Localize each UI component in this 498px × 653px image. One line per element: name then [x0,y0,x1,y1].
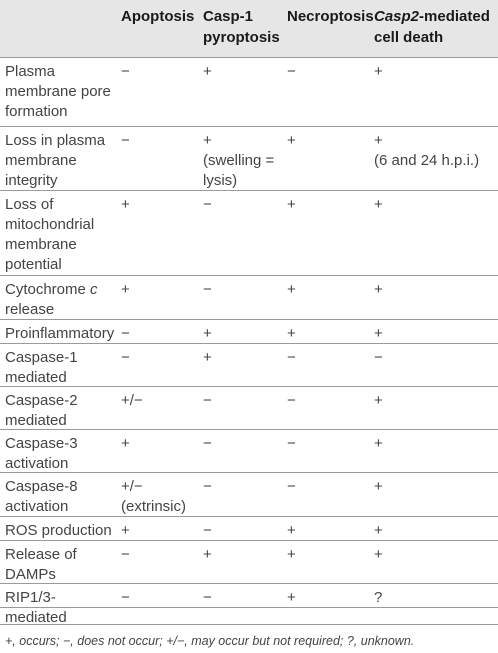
cell-c1: +/− (extrinsic) [121,478,187,515]
cell-c3: − [287,63,296,80]
table-row [0,58,498,127]
cell-c1: − [121,589,130,606]
cell-c2: − [203,478,212,495]
table-row [0,541,498,584]
cell-c1: + [121,435,130,452]
cell-c2: + [203,63,212,80]
cell-c2: − [203,589,212,606]
table-row [0,430,498,473]
cell-c1: + [121,522,130,539]
table-header [0,0,498,58]
row-label: RIP1/3-mediated [5,589,67,626]
cell-c2: − [203,522,212,539]
row-label-italic: c [90,281,98,298]
row-label: Plasma membrane pore formation [5,63,111,120]
row-label: ROS production [5,522,112,539]
cell-c3: + [287,325,296,342]
cell-c4: + [374,478,383,495]
cell-c3: + [287,589,296,606]
table-row [0,127,498,191]
cell-c4: + [374,196,383,213]
row-label: Caspase-2 mediated [5,392,78,429]
row-label: Caspase-3 activation [5,435,78,472]
row-label [5,280,117,320]
table-row [0,584,498,626]
cell-c3: + [287,196,296,213]
cell-c4: ? [374,589,383,606]
cell-c1: − [121,132,130,149]
cell-c3: − [287,435,296,452]
cell-c4: + [374,522,383,539]
table-body [0,58,498,626]
cell-c1: − [121,546,130,563]
row-label: Loss of mitochondrial membrane potential [5,196,95,273]
cell-c1: − [121,349,130,366]
row-label-part: Cytochrome [5,281,91,298]
cell-c3: + [287,281,296,298]
cell-c1: + [121,196,130,213]
bottom-rule [0,624,498,625]
row-label: Caspase-8 activation [5,478,78,515]
header-casp2-italic: Casp2 [374,8,420,25]
cell-c4: + [374,546,383,563]
cell-c4: + (6 and 24 h.p.i.) [374,132,480,169]
row-label: Loss in plasma membrane integrity [5,132,106,189]
table-row [0,473,498,517]
cell-c3: + [287,132,296,149]
row-label: Caspase-1 mediated [5,349,78,386]
row-label: Proinflammatory [5,325,115,342]
cell-c4: − [374,349,383,366]
header-casp2-mediated [374,6,490,48]
cell-c3: − [287,478,296,495]
header-necroptosis: Necroptosis [287,8,374,25]
cell-c3: + [287,522,296,539]
table-row [0,344,498,387]
table-row [0,517,498,541]
cell-c2: − [203,281,212,298]
table-row [0,276,498,320]
table-footnote: +, occurs; −, does not occur; +/−, may occur but not required; ?, unknown. [5,634,415,648]
row-label-part: release [5,301,55,318]
cell-c2: + [203,349,212,366]
cell-c2: + [203,325,212,342]
cell-c2: − [203,196,212,213]
cell-c4: + [374,392,383,409]
cell-c2: + (swelling = lysis) [203,132,275,189]
cell-c3: − [287,349,296,366]
header-casp1-pyroptosis: Casp-1 pyroptosis [203,8,280,46]
table-row [0,320,498,344]
cell-c2: − [203,435,212,452]
cell-c3: − [287,392,296,409]
cell-c4: + [374,63,383,80]
cell-c1: − [121,63,130,80]
cell-c3: + [287,546,296,563]
header-casp2-rest: -mediated cell death [374,8,490,46]
cell-c2: + [203,546,212,563]
cell-c1: + [121,281,130,298]
cell-c1: +/− [121,392,143,409]
table-row [0,191,498,276]
header-apoptosis: Apoptosis [121,8,195,25]
table-row [0,387,498,430]
cell-c1: − [121,325,130,342]
cell-c4: + [374,435,383,452]
cell-c4: + [374,281,383,298]
cell-c4: + [374,325,383,342]
cell-c2: − [203,392,212,409]
row-label: Release of DAMPs [5,546,77,583]
